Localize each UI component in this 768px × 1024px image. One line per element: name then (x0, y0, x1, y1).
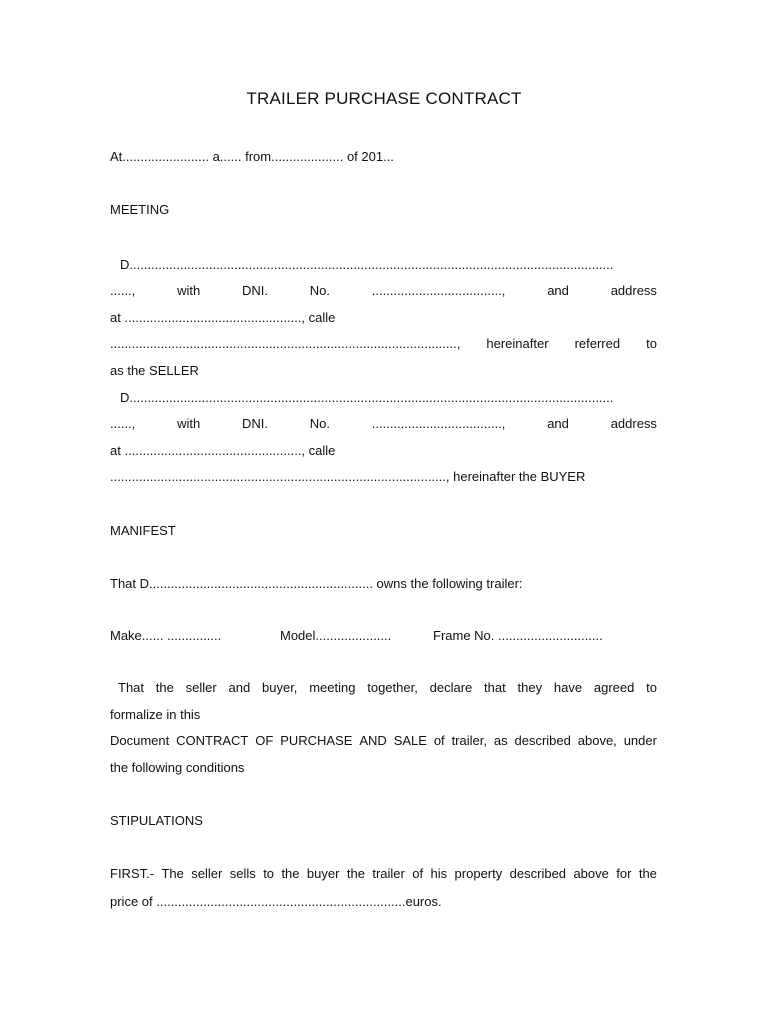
seller-dni-word: DNI. (241, 283, 268, 298)
declaration-word: AND (359, 733, 387, 748)
seller-dni-word: with (177, 283, 201, 298)
declaration-word: declare (429, 680, 473, 695)
seller-street-word: ................................................................................................, (110, 336, 461, 351)
declaration-word: Document (110, 733, 170, 748)
declaration-word: to (646, 680, 657, 695)
seller-dni-line (110, 282, 657, 300)
stipulation-word: The (161, 866, 184, 881)
declaration-word: OF (255, 733, 274, 748)
declaration-line-3 (110, 732, 657, 750)
buyer-name-line: D...................................................................................................................................... (120, 390, 614, 405)
seller-dni-word: ......, (110, 283, 136, 298)
stipulation-word: trailer (372, 866, 405, 881)
stipulation-word: property (454, 866, 503, 881)
declaration-word: as (493, 733, 508, 748)
stipulation-word: FIRST.- (110, 866, 155, 881)
declaration-word: above, (577, 733, 617, 748)
declaration-word: and (228, 680, 251, 695)
seller-name-line: D...................................................................................................................................... (120, 257, 614, 272)
seller-dni-word: ...................................., (371, 283, 506, 298)
declaration-word: described (514, 733, 571, 748)
stipulation-word: seller (191, 866, 223, 881)
declaration-word: under (623, 733, 657, 748)
declaration-word: they (517, 680, 543, 695)
stipulation-word: for (616, 866, 632, 881)
buyer-dni-word: address (610, 416, 657, 431)
vehicle-model: Model..................... (280, 628, 392, 643)
seller-role-line: as the SELLER (110, 363, 199, 378)
seller-address-line: at ................................................., calle (110, 310, 336, 325)
stipulation-word: the (346, 866, 365, 881)
vehicle-make: Make...... ............... (110, 628, 222, 643)
buyer-dni-word: No. (309, 416, 330, 431)
place-date-line: At........................ a...... from.................... of 201... (110, 149, 394, 164)
price-line: price of .....................................................................euros. (110, 894, 442, 909)
declaration-line-4: the following conditions (110, 760, 245, 775)
first-stipulation-line (110, 865, 657, 883)
declaration-line (110, 679, 657, 697)
buyer-dni-word: ......, (110, 416, 136, 431)
declaration-word: seller (185, 680, 217, 695)
declaration-word: that (484, 680, 506, 695)
declaration-word: SALE (393, 733, 427, 748)
buyer-dni-word: and (547, 416, 569, 431)
stipulation-word: described (509, 866, 567, 881)
seller-dni-word: address (610, 283, 657, 298)
declaration-word: buyer, (262, 680, 298, 695)
declaration-word: That (118, 680, 145, 695)
stipulation-word: to (263, 866, 275, 881)
vehicle-frame-number: Frame No. ............................. (433, 628, 603, 643)
declaration-word: the (155, 680, 174, 695)
seller-street-word: to (646, 336, 657, 351)
declaration-word: together, (367, 680, 418, 695)
declaration-word: trailer, (451, 733, 487, 748)
declaration-word: CONTRACT (176, 733, 249, 748)
buyer-address-line: at ................................................., calle (110, 443, 336, 458)
declaration-word: PURCHASE (280, 733, 353, 748)
buyer-dni-word: with (177, 416, 201, 431)
buyer-role-line: ............................................................................................., hereinafter the BUYER (110, 469, 586, 484)
declaration-word: of (433, 733, 445, 748)
stipulation-word: the (281, 866, 300, 881)
vehicle-details-line (110, 627, 657, 645)
buyer-dni-word: ...................................., (371, 416, 506, 431)
seller-street-word: referred (574, 336, 621, 351)
seller-dni-word: No. (309, 283, 330, 298)
seller-street-line (110, 335, 657, 353)
page-title: TRAILER PURCHASE CONTRACT (246, 89, 522, 108)
stipulation-word: sells (229, 866, 256, 881)
declaration-word: meeting (309, 680, 356, 695)
stipulation-word: of (412, 866, 424, 881)
meeting-heading: MEETING (110, 202, 170, 217)
declaration-word: agreed (593, 680, 635, 695)
buyer-dni-line (110, 415, 657, 433)
seller-dni-word: and (547, 283, 569, 298)
stipulation-word: the (638, 866, 657, 881)
declaration-line-2: formalize in this (110, 707, 201, 722)
manifest-heading: MANIFEST (110, 523, 176, 538)
stipulations-heading: STIPULATIONS (110, 813, 203, 828)
seller-street-word: hereinafter (486, 336, 549, 351)
buyer-dni-word: DNI. (241, 416, 268, 431)
declaration-word: have (553, 680, 583, 695)
stipulation-word: above (573, 866, 609, 881)
stipulation-word: buyer (306, 866, 340, 881)
owner-line: That D.............................................................. owns the following trailer: (110, 576, 523, 591)
stipulation-word: his (430, 866, 448, 881)
